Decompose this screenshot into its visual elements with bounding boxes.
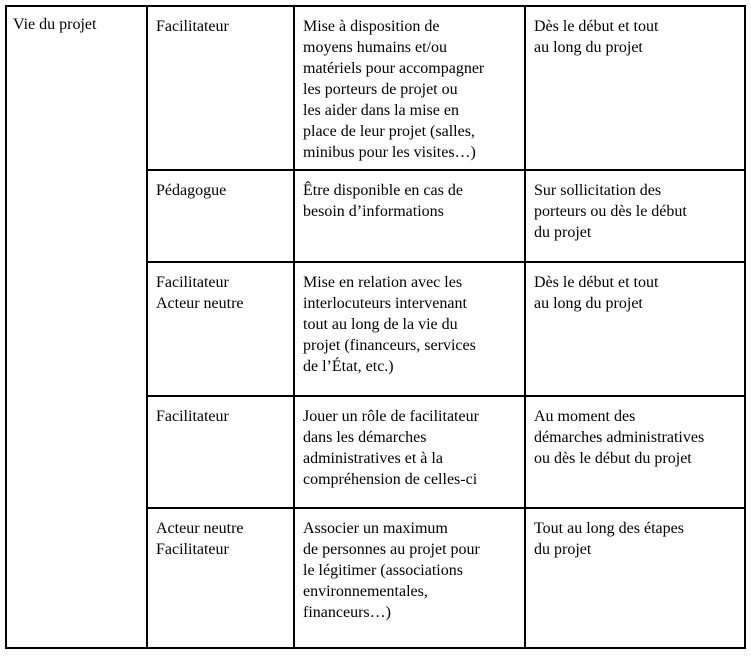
action-cell: Mise à disposition de moyens humains et/ou matériels pour accompagner les porteurs de projet ou les aider dans la mise en place de leur projet (salles, minibus pour les visites…) bbox=[294, 6, 525, 170]
timing-cell: Dès le début et tout au long du projet bbox=[525, 6, 745, 170]
section-label-cell: Vie du projet bbox=[6, 6, 147, 648]
timing-cell: Dès le début et tout au long du projet bbox=[525, 262, 745, 396]
action-cell: Jouer un rôle de facilitateur dans les démarches administratives et à la compréhension de celles-ci bbox=[294, 396, 525, 508]
role-cell: Facilitateur bbox=[147, 6, 294, 170]
role-cell: Acteur neutre Facilitateur bbox=[147, 508, 294, 648]
timing-cell: Sur sollicitation des porteurs ou dès le début du projet bbox=[525, 170, 745, 262]
role-cell: Facilitateur Acteur neutre bbox=[147, 262, 294, 396]
role-cell: Facilitateur bbox=[147, 396, 294, 508]
role-cell: Pédagogue bbox=[147, 170, 294, 262]
timing-cell: Au moment des démarches administratives ou dès le début du projet bbox=[525, 396, 745, 508]
action-cell: Mise en relation avec les interlocuteurs intervenant tout au long de la vie du projet (financeurs, services de l’État, etc.) bbox=[294, 262, 525, 396]
project-roles-table bbox=[5, 5, 746, 649]
action-cell: Associer un maximum de personnes au projet pour le légitimer (associations environnementales, financeurs…) bbox=[294, 508, 525, 648]
timing-cell: Tout au long des étapes du projet bbox=[525, 508, 745, 648]
action-cell: Être disponible en cas de besoin d’informations bbox=[294, 170, 525, 262]
table-row bbox=[6, 6, 745, 170]
